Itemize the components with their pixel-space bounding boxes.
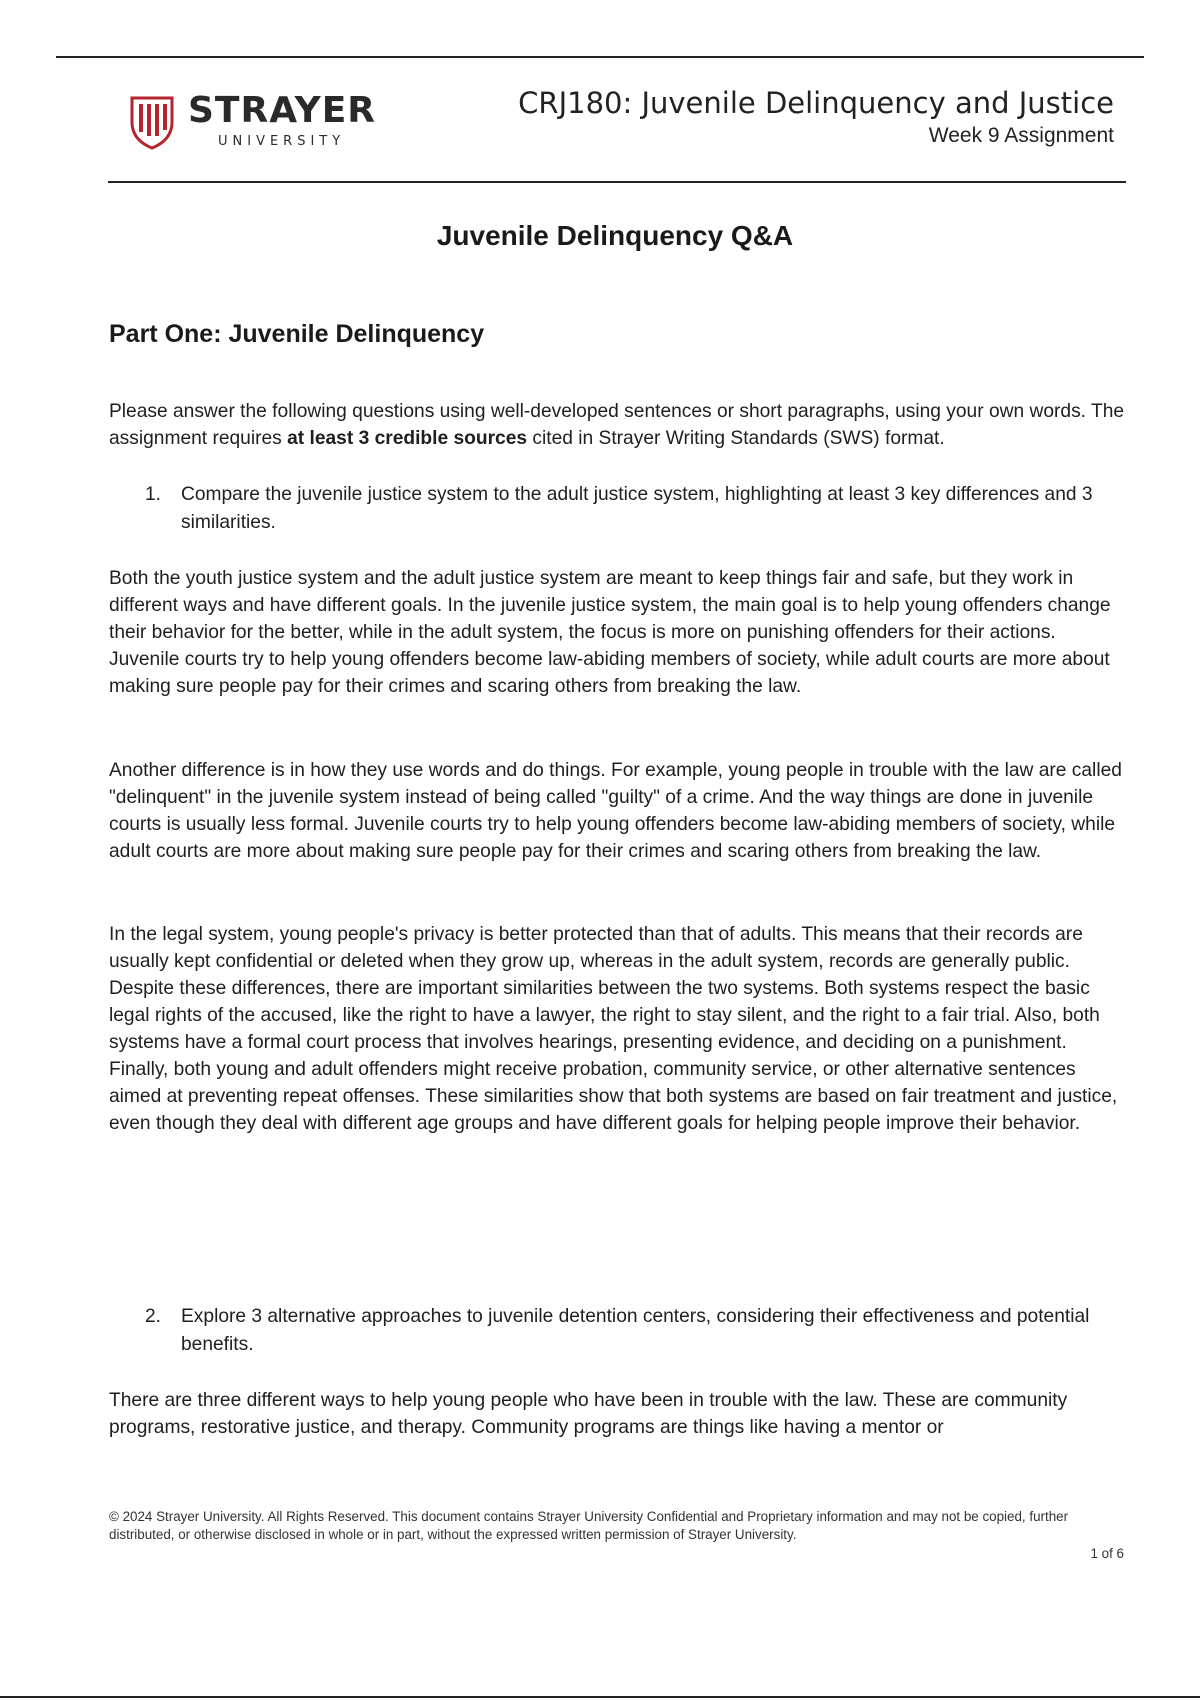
part-heading: Part One: Juvenile Delinquency bbox=[109, 320, 485, 348]
page-number: 1 of 6 bbox=[1090, 1546, 1124, 1561]
bottom-border-line bbox=[0, 1696, 1200, 1698]
question-text: Explore 3 alternative approaches to juvenile detention centers, considering their effectiveness and potential benefits. bbox=[181, 1306, 1090, 1355]
answer-paragraph: Another difference is in how they use words and do things. For example, young people in trouble with the law are called "delinquent" in the juvenile system instead of being called "guilty" of a crime. And the way things are done in juvenile courts is usually less formal. Juvenile courts try to help young offenders become law-abiding members of society, while adult courts are more about making sure people pay for their crimes and scaring others from breaking the law. bbox=[109, 760, 1122, 862]
assignment-week: Week 9 Assignment bbox=[928, 124, 1114, 147]
question-number: 1. bbox=[145, 484, 162, 505]
document-title: Juvenile Delinquency Q&A bbox=[436, 220, 794, 251]
answer-paragraph: In the legal system, young people's privacy is better protected than that of adults. This means that their records are usually kept confidential or deleted when they grow up, whereas in the adult system, records are generally public. Despite these differences, there are important similarities between the two systems. Both systems respect the basic legal rights of the accused, like the right to have a lawyer, the right to stay silent, and the right to a fair trial. Also, both systems have a formal court process that involves hearings, presenting evidence, and deciding on a punishment. Finally, both young and adult offenders might receive probation, community service, or other alternative sentences aimed at preventing repeat offenses. These similarities show that both systems are based on fair treatment and justice, even though they deal with different age groups and have different goals for helping people improve their behavior. bbox=[109, 924, 1118, 1134]
instructions-emphasis: at least 3 credible sources bbox=[287, 428, 528, 449]
answer-paragraph: Both the youth justice system and the adult justice system are meant to keep things fair and safe, but they work in different ways and have different goals. In the juvenile justice system, the main goal is to help young offenders change their behavior for the better, while in the adult system, the focus is more on punishing offenders for their actions. Juvenile courts try to help young offenders become law-abiding members of society, while adult courts are more about making sure people pay for their crimes and scaring others from breaking the law. bbox=[109, 568, 1111, 697]
header-divider bbox=[108, 181, 1126, 183]
question-item bbox=[145, 1303, 1115, 1359]
copyright-notice: © 2024 Strayer University. All Rights Reserved. This document contains Strayer University Confidential and Proprietary information and may not be copied, further distributed, or otherwise disclosed in whole or in part, without the expressed written permission of Strayer University. bbox=[109, 1509, 1069, 1542]
question-text: Compare the juvenile justice system to the adult justice system, highlighting at least 3 key differences and 3 similarities. bbox=[181, 484, 1093, 533]
column-shield-icon bbox=[128, 92, 176, 150]
instructions-text-end: cited in Strayer Writing Standards (SWS) format. bbox=[527, 428, 945, 449]
answer-paragraph: There are three different ways to help young people who have been in trouble with the law. These are community programs, restorative justice, and therapy. Community programs are things like having a mentor or bbox=[109, 1390, 1068, 1438]
instructions-paragraph bbox=[109, 398, 1129, 452]
question-number: 2. bbox=[145, 1306, 162, 1327]
instructions-text: Please answer the following questions using well-developed sentences or short paragraphs, using your own words. The assignment requires bbox=[109, 401, 1125, 449]
top-border-line bbox=[56, 56, 1144, 58]
logo-subtitle: UNIVERSITY bbox=[218, 134, 346, 149]
logo-wordmark: STRAYER bbox=[188, 90, 377, 131]
strayer-logo bbox=[128, 90, 388, 154]
question-item bbox=[145, 481, 1115, 537]
course-title: CRJ180: Juvenile Delinquency and Justice bbox=[518, 86, 1114, 120]
